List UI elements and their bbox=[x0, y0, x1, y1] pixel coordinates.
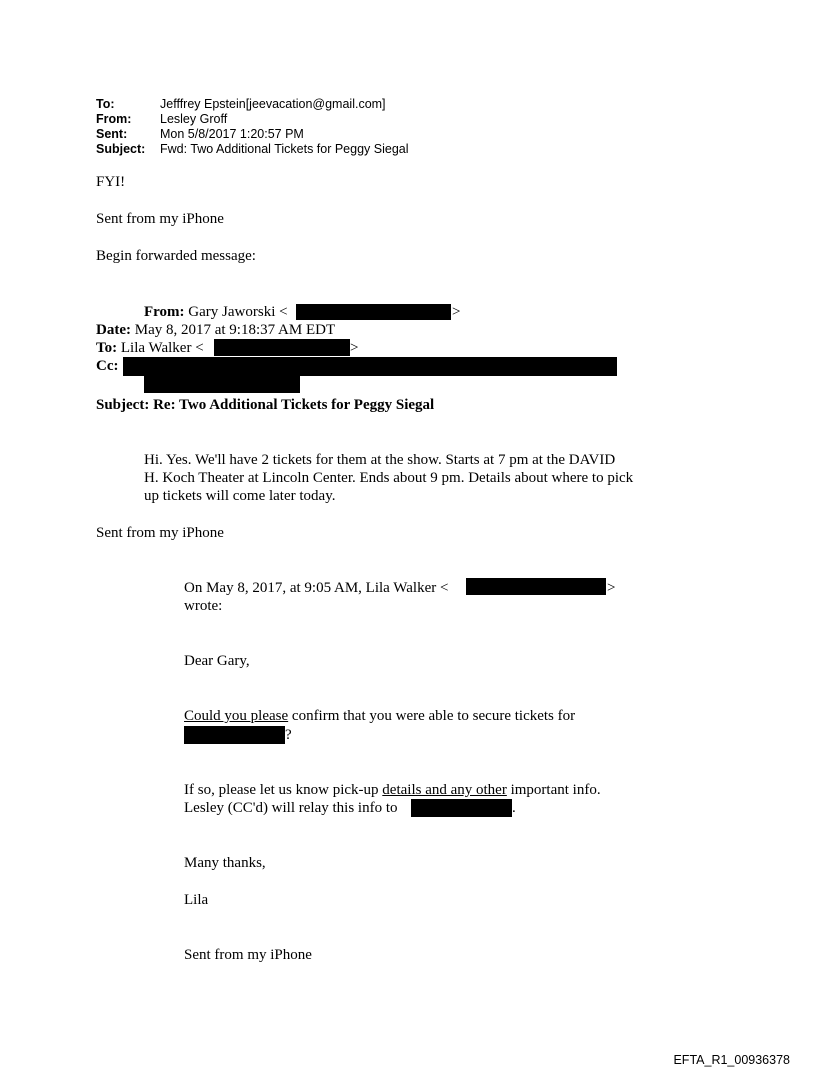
body-begin-forwarded: Begin forwarded message: bbox=[96, 248, 256, 264]
quoted-para2-line2: Lesley (CC'd) will relay this info to bbox=[184, 800, 398, 816]
reply-line-3: up tickets will come later today. bbox=[144, 488, 336, 504]
header-sent-value: Mon 5/8/2017 1:20:57 PM bbox=[160, 127, 304, 141]
quoted-thanks: Many thanks, bbox=[184, 855, 266, 871]
header-subject-label: Subject: bbox=[96, 142, 146, 156]
quoted-wrote: wrote: bbox=[184, 598, 223, 614]
header-to-label: To: bbox=[96, 97, 115, 111]
header-to-value: Jefffrey Epstein[jeevacation@gmail.com] bbox=[160, 97, 386, 111]
redaction-block bbox=[214, 339, 350, 356]
fwd-date-value: May 8, 2017 at 9:18:37 AM EDT bbox=[134, 322, 336, 338]
fwd-to-label: To: bbox=[96, 340, 118, 356]
redaction-block bbox=[466, 578, 606, 595]
header-from-label: From: bbox=[96, 112, 132, 126]
redaction-block bbox=[144, 376, 300, 393]
fwd-from-line bbox=[144, 303, 288, 321]
quoted-para1-line1 bbox=[184, 707, 575, 725]
reply-sent-from: Sent from my iPhone bbox=[96, 525, 224, 541]
redaction-block bbox=[296, 304, 451, 320]
quoted-para2-pre: If so, please let us know pick-up bbox=[184, 782, 383, 798]
redaction-block bbox=[411, 799, 512, 817]
fwd-cc-label: Cc: bbox=[96, 358, 119, 374]
fwd-subject-value: Re: Two Additional Tickets for Peggy Siegal bbox=[153, 397, 435, 413]
quoted-para1-rest: confirm that you were able to secure tickets for bbox=[288, 708, 576, 724]
fwd-from-close: > bbox=[452, 304, 461, 320]
quoted-intro: On May 8, 2017, at 9:05 AM, Lila Walker < bbox=[184, 580, 449, 596]
quoted-para1-q: ? bbox=[285, 727, 292, 743]
fwd-to-value: Lila Walker < bbox=[120, 340, 204, 356]
redaction-block bbox=[123, 357, 617, 376]
quoted-para2-underlined: details and any other bbox=[382, 782, 507, 798]
fwd-to-close: > bbox=[350, 340, 359, 356]
fwd-from-label: From: bbox=[144, 304, 185, 320]
header-subject-value: Fwd: Two Additional Tickets for Peggy Siegal bbox=[160, 142, 409, 156]
reply-line-2: H. Koch Theater at Lincoln Center. Ends about 9 pm. Details about where to pick bbox=[144, 470, 634, 486]
quoted-signature: Lila bbox=[184, 892, 209, 908]
quoted-para2-line1 bbox=[184, 781, 601, 799]
fwd-date-line bbox=[96, 321, 335, 339]
fwd-subject-line bbox=[96, 396, 434, 414]
quoted-greeting: Dear Gary, bbox=[184, 653, 250, 669]
body-sent-from: Sent from my iPhone bbox=[96, 211, 224, 227]
quoted-sent-from: Sent from my iPhone bbox=[184, 947, 312, 963]
reply-line-1: Hi. Yes. We'll have 2 tickets for them at the show. Starts at 7 pm at the DAVID bbox=[144, 452, 616, 468]
quoted-para2-end: . bbox=[512, 800, 516, 816]
quoted-para2-post: important info. bbox=[506, 782, 601, 798]
fwd-from-value: Gary Jaworski < bbox=[188, 304, 288, 320]
redaction-block bbox=[184, 726, 285, 744]
header-from-value: Lesley Groff bbox=[160, 112, 228, 126]
header-sent-label: Sent: bbox=[96, 127, 128, 141]
fwd-date-label: Date: bbox=[96, 322, 131, 338]
footer-doc-id: EFTA_R1_00936378 bbox=[673, 1053, 790, 1067]
body-fyi: FYI! bbox=[96, 174, 126, 190]
quoted-intro-close: > bbox=[607, 580, 616, 596]
fwd-subject-label: Subject: bbox=[96, 397, 150, 413]
fwd-to-line bbox=[96, 339, 204, 357]
quoted-para1-underlined: Could you please bbox=[184, 708, 289, 724]
